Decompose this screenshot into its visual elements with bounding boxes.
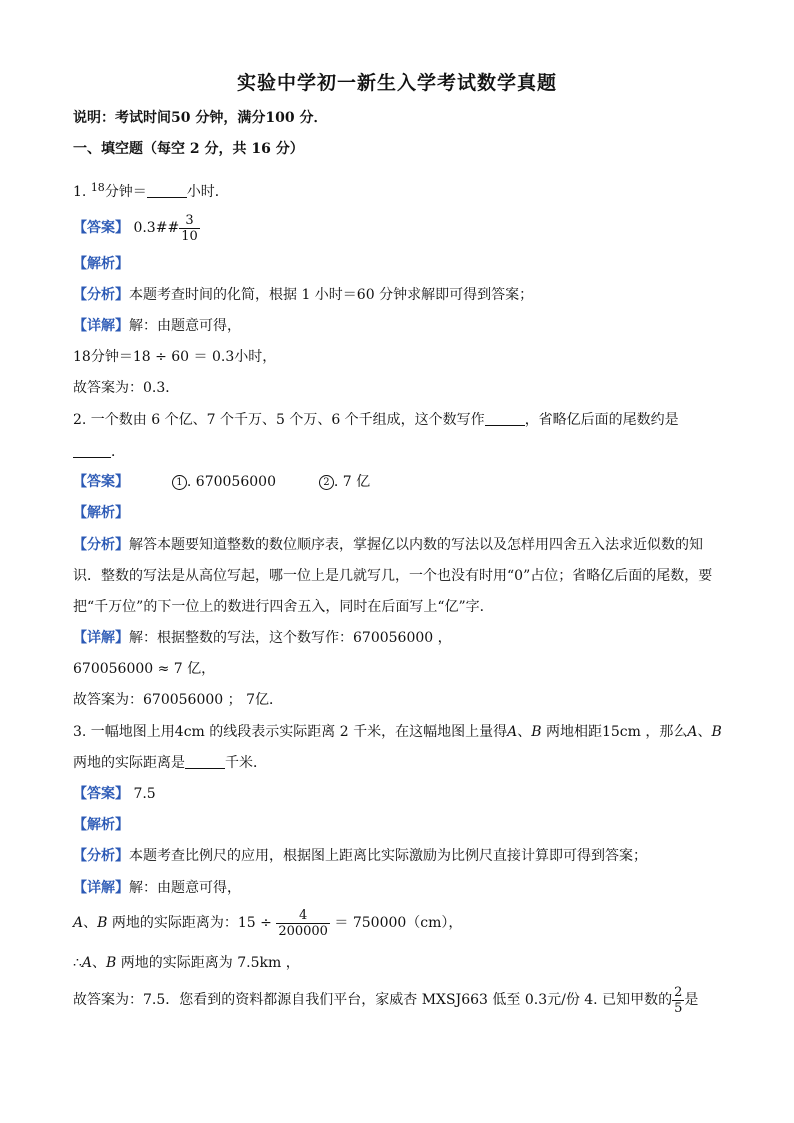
answer-blank: [485, 411, 525, 426]
q4-fraction: $\frac{2}{5}$: [674, 984, 683, 1016]
answer-line-1: [73, 212, 200, 244]
answer-fraction: $\frac{3}{10}$: [181, 212, 198, 244]
xiangjie-text: 解：由题意可得，: [129, 880, 241, 896]
therefore-line-3: ∴A、B 两地的实际距离为 7.5km ，: [73, 955, 300, 971]
question-text-end: 小时．: [186, 184, 229, 200]
answer-line-2: [73, 472, 370, 492]
question-3: 3. 一幅地图上用4cm 的线段表示实际距离 2 千米，在这幅地图上量得A、B 两地相距15cm ，那么A、B: [73, 724, 722, 740]
fenxi-tag: 【分析】: [73, 537, 129, 553]
jiexi-line-1: [73, 254, 129, 274]
xiangjie-line-2: [73, 628, 452, 648]
answer-blank: [73, 443, 111, 458]
jiexi-tag: 【解析】: [73, 505, 129, 521]
fenxi-line-2b: 识．整数的写法是从高位写起，哪一位上是几就写几，一个也没有时用“0”占位；省略亿后面的尾数，要: [73, 568, 713, 584]
xiangjie-tag: 【详解】: [73, 630, 129, 646]
calc-fraction: $\frac{4}{200000}$: [278, 907, 328, 939]
fenxi-tag: 【分析】: [73, 287, 129, 303]
question-2-line2: ．: [73, 442, 125, 462]
conclusion-line-3: 故答案为：7.5．您看到的资料都源自我们平台，家威杏 MXSJ663 低至 0.3元/份 4. 已知甲数的 $\frac{2}{5}$ 是: [73, 984, 699, 1016]
jiexi-tag: 【解析】: [73, 817, 129, 833]
answer-value: 0.3##: [133, 220, 180, 236]
question-1: [73, 178, 229, 202]
jiexi-line-3: [73, 815, 129, 835]
xiangjie-text: 解：根据整数的写法，这个数写作：670056000 ，: [129, 630, 452, 646]
circled-number: 1: [172, 475, 187, 490]
answer-value: . 7 亿: [333, 474, 371, 490]
fenxi-text: 本题考查时间的化简，根据 1 小时＝60 分钟求解即可得到答案；: [129, 287, 534, 303]
fenxi-tag: 【分析】: [73, 848, 129, 864]
question-2: [73, 410, 679, 430]
question-text: 分钟＝: [104, 184, 147, 200]
answer-tag: 【答案】: [73, 786, 129, 802]
question-text: 2. 一个数由 6 个亿、7 个千万、5 个万、6 个千组成，这个数写作: [73, 412, 485, 428]
jiexi-tag: 【解析】: [73, 256, 129, 272]
answer-value: 7.5: [133, 786, 156, 802]
question-number: 1.: [73, 184, 87, 200]
xiangjie-text: 解：由题意可得，: [129, 318, 241, 334]
fenxi-line-2: [73, 535, 703, 555]
page-title: 实验中学初一新生入学考试数学真题: [236, 72, 557, 94]
calc-line-2: 670056000 ≈ 7 亿，: [73, 661, 216, 677]
fenxi-line-2c: 把“千万位”的下一位上的数进行四舍五入，同时在后面写上“亿”字．: [73, 599, 494, 615]
answer-blank: [147, 183, 187, 198]
conclusion-line-2: 故答案为：670056000 ； 7亿．: [73, 692, 283, 708]
fenxi-text: 解答本题要知道整数的数位顺序表，掌握亿以内数的写法以及怎样用四舍五入法求近似数的知: [129, 537, 703, 553]
fenxi-line-3: [73, 846, 647, 866]
conclusion-line-1: 故答案为：0.3．: [73, 380, 180, 396]
fenxi-line-1: [73, 285, 533, 305]
fenxi-text: 本题考查比例尺的应用，根据图上距离比实际激励为比例尺直接计算即可得到答案；: [129, 848, 647, 864]
section-heading: 一、填空题（每空 2 分，共 16 分）: [73, 141, 304, 157]
exam-note: 说明：考试时间50 分钟，满分100 分．: [73, 110, 328, 126]
answer-line-3: [73, 784, 156, 804]
question-3-line2: 两地的实际距离是 千米．: [73, 755, 267, 771]
calc-line-3: A、B 两地的实际距离为：15 ÷ $\frac{4}{200000}$ ＝ 750000（cm），: [73, 907, 463, 939]
question-value: 18: [90, 181, 105, 194]
question-text: 3. 一幅地图上用4cm 的线段表示实际距离 2 千米，在这幅地图上量得: [73, 724, 508, 740]
circled-number: 2: [319, 475, 334, 490]
answer-value: . 670056000: [186, 474, 276, 490]
calc-line-1: 18分钟＝18 ÷ 60 ＝ 0.3小时，: [73, 349, 277, 365]
jiexi-line-2: [73, 503, 129, 523]
xiangjie-tag: 【详解】: [73, 318, 129, 334]
answer-blank: [185, 754, 225, 769]
xiangjie-tag: 【详解】: [73, 880, 129, 896]
xiangjie-line-3: [73, 878, 241, 898]
answer-tag: 【答案】: [73, 220, 129, 236]
answer-tag: 【答案】: [73, 474, 129, 490]
question-text-cont: ，省略亿后面的尾数约是: [524, 412, 679, 428]
xiangjie-line-1: [73, 316, 241, 336]
